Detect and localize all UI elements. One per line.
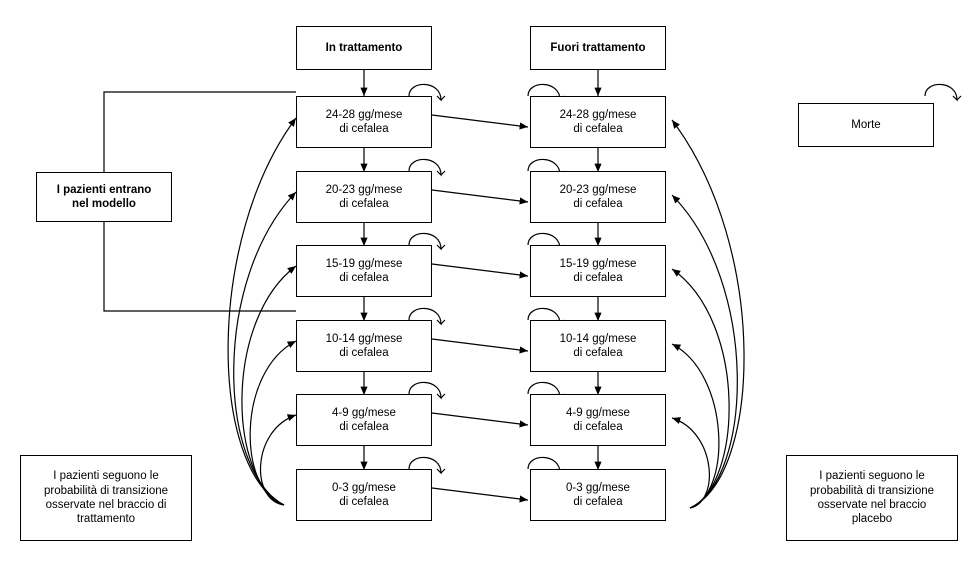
state-in-treatment-4-9-line1: 4-9 gg/mese [332,406,396,419]
state-in-treatment-10-14 [296,320,432,372]
state-out-treatment-10-14-line2: di cefalea [573,347,623,359]
note-placebo-arm [786,455,958,541]
state-out-treatment-0-3-line2: di cefalea [573,496,623,508]
state-out-treatment-15-19-line1: 15-19 gg/mese [559,257,637,270]
note-treatment-arm [20,455,192,541]
state-out-treatment-24-28-line2: di cefalea [573,123,623,135]
state-out-treatment-20-23-line1: 20-23 gg/mese [559,183,637,196]
state-death [798,103,934,147]
column-header-out-treatment [530,26,666,70]
note-treatment-arm-line2: probabilità di transizione [43,484,169,497]
note-placebo-arm-line2: probabilità di transizione [809,484,935,497]
state-out-treatment-10-14 [530,320,666,372]
column-header-in-treatment [296,26,432,70]
state-in-treatment-0-3-line2: di cefalea [339,496,389,508]
state-in-treatment-15-19-line1: 15-19 gg/mese [325,257,403,270]
state-in-treatment-24-28 [296,96,432,148]
state-in-treatment-20-23-line1: 20-23 gg/mese [325,183,403,196]
note-patients-enter-model [36,172,172,222]
state-out-treatment-4-9 [530,394,666,446]
state-in-treatment-15-19 [296,245,432,297]
column-header-out-treatment-label: Fuori trattamento [550,41,646,54]
note-patients-enter-model-line2: nel modello [72,198,136,210]
state-in-treatment-24-28-line2: di cefalea [339,123,389,135]
state-in-treatment-10-14-line2: di cefalea [339,347,389,359]
note-placebo-arm-line4: placebo [851,513,893,526]
state-death-label: Morte [851,118,881,131]
state-in-treatment-20-23 [296,171,432,223]
state-out-treatment-0-3 [530,469,666,521]
state-out-treatment-15-19 [530,245,666,297]
state-in-treatment-24-28-line1: 24-28 gg/mese [325,108,403,121]
state-out-treatment-20-23-line2: di cefalea [573,198,623,210]
note-treatment-arm-line1: I pazienti seguono le [53,470,159,483]
state-out-treatment-10-14-line1: 10-14 gg/mese [559,332,637,345]
state-out-treatment-24-28-line1: 24-28 gg/mese [559,108,637,121]
state-in-treatment-4-9 [296,394,432,446]
state-out-treatment-0-3-line1: 0-3 gg/mese [566,481,630,494]
note-placebo-arm-line1: I pazienti seguono le [819,470,925,483]
state-in-treatment-0-3-line1: 0-3 gg/mese [332,481,396,494]
state-in-treatment-10-14-line1: 10-14 gg/mese [325,332,403,345]
note-treatment-arm-line3: osservate nel braccio di [45,499,167,511]
state-in-treatment-0-3 [296,469,432,521]
column-header-in-treatment-label: In trattamento [325,41,403,54]
state-out-treatment-24-28 [530,96,666,148]
note-treatment-arm-line4: trattamento [76,513,136,526]
state-out-treatment-20-23 [530,171,666,223]
state-in-treatment-20-23-line2: di cefalea [339,198,389,210]
note-patients-enter-model-line1: I pazienti entrano [56,183,152,196]
state-in-treatment-15-19-line2: di cefalea [339,272,389,284]
state-out-treatment-4-9-line2: di cefalea [573,421,623,433]
state-out-treatment-4-9-line1: 4-9 gg/mese [566,406,630,419]
state-in-treatment-4-9-line2: di cefalea [339,421,389,433]
state-out-treatment-15-19-line2: di cefalea [573,272,623,284]
note-placebo-arm-line3: osservate nel braccio [817,499,927,511]
